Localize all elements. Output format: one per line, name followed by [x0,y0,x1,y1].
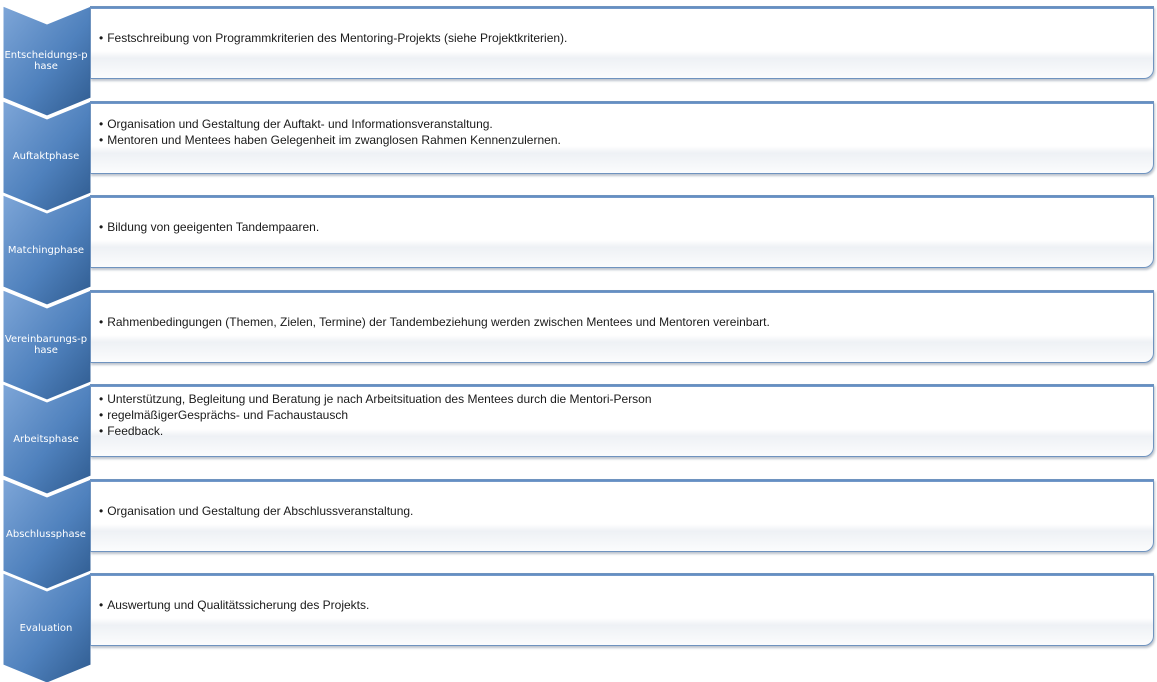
phase-description-box [90,384,1154,457]
bullet-list [99,116,1145,148]
phase-description-box [90,6,1154,79]
phase-label: Entscheidungs-phase [4,50,88,72]
bullet-item: • Auswertung und Qualitätssicherung des Projekts. [99,597,1145,613]
bullet-list [99,503,1145,519]
phase-description-box [90,479,1154,552]
phase-label: Arbeitsphase [13,433,79,445]
phase-label: Matchingphase [7,244,85,256]
phase-label: Evaluation [19,622,73,634]
phase-description-box [90,101,1154,174]
bullet-item: • regelmäßigerGesprächs- und Fachaustausch [99,407,1145,423]
phase-label: Abschlussphase [6,528,86,540]
phase-label: Vereinbarungs-phase [4,334,88,356]
bullet-list [99,391,1145,439]
phase-description-box [90,290,1154,363]
bullet-item: • Organisation und Gestaltung der Auftakt- und Informationsveranstaltung. [99,116,1145,132]
bullet-item: • Mentoren und Mentees haben Gelegenheit im zwanglosen Rahmen Kennenzulernen. [99,132,1145,148]
bullet-item: • Festschreibung von Programmkriterien des Mentoring-Projekts (siehe Projektkriterien). [99,30,1145,46]
bullet-list [99,597,1145,613]
bullet-item: • Organisation und Gestaltung der Abschlussveranstaltung. [99,503,1145,519]
bullet-list [99,219,1145,235]
bullet-item: • Bildung von geeigenten Tandempaaren. [99,219,1145,235]
phase-description-box [90,573,1154,646]
bullet-item: • Feedback. [99,423,1145,439]
bullet-list [99,30,1145,46]
bullet-list [99,314,1145,330]
bullet-item: • Unterstützung, Begleitung und Beratung je nach Arbeitsituation des Mentees durch die Mentori-Person [99,391,1145,407]
phase-label: Auftaktphase [12,150,80,162]
phase-description-box [90,195,1154,268]
bullet-item: • Rahmenbedingungen (Themen, Zielen, Termine) der Tandembeziehung werden zwischen Mentees und Mentoren vereinbart. [99,314,1145,330]
